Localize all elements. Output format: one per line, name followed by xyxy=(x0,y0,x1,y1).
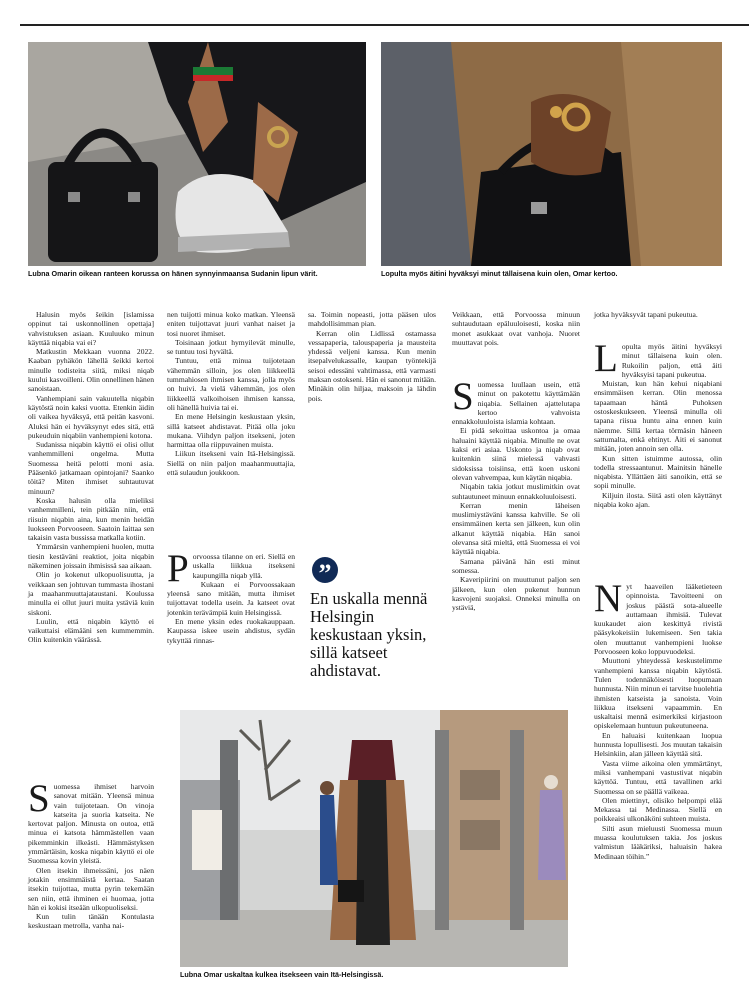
paragraph: Kaveripiirini on muuttunut paljon sen jälkeen, kun olen pukenut hunnun kasvojeni suojaksi. Onneksi minulla on ystäviä, xyxy=(452,575,580,613)
paragraph xyxy=(452,375,580,427)
paragraph: Niqabin takia jotkut muslimitkin ovat suhtautuneet minuun ennakkoluuloisesti. xyxy=(452,482,580,501)
caption-photo3: Lubna Omar uskaltaa kulkea itsekseen vain Itä-Helsingissä. xyxy=(180,970,384,979)
paragraph-text: uomessa luullaan usein, että minut on pakotettu käyttämään niqabia. Sellainen ajattelutapa kertoo vahvoista ennakkoluuloista islamia kohtaan. xyxy=(452,380,580,427)
paragraph: Kukaan ei Porvoossakaan yleensä sano mitään, mutta ihmiset tuijottavat todella usein. Ja katseet ovat jotenkin terävämpiä kuin Helsingissä. xyxy=(167,579,295,617)
paragraph: Olin jo kokenut ulkopuolisuutta, ja veikkaan sen johtuvan tummasta ihostani ja maahanmuuttajataustani. Koulussa minulla ei ollut juuri muita ystäviä kuin siskoni. xyxy=(28,570,154,617)
paragraph: Olen miettinyt, olisiko helpompi elää Mekassa tai Medinassa. Siellä en poikkeaisi ulkonäköni suhteen muista. xyxy=(594,795,722,824)
photo-shoe-tying xyxy=(28,42,366,266)
dropcap: L xyxy=(594,337,618,380)
header-rule xyxy=(20,24,749,26)
article-column-3 xyxy=(308,310,436,403)
paragraph xyxy=(594,577,722,657)
dropcap: P xyxy=(167,547,189,590)
paragraph: jotka hyväksyvät tapani pukeutua. xyxy=(594,310,698,319)
paragraph: En haluaisi kuitenkaan luopua hunnusta lopullisesti. Jos muutan takaisin Helsinkiin, alan jälleen käyttää sitä. xyxy=(594,730,722,759)
dropcap: N xyxy=(594,577,623,620)
photo-street-portrait-illustration xyxy=(180,710,568,967)
paragraph: Kerran olin Lidlissä ostamassa vessapaperia, talouspaperia ja mausteita yhdessä veljeni kanssa. Kun menin itsepalvelukassalle, kaupan työntekijä seisoi edessäni vahtimassa, että varmasti maksan ostokseni. Hän ei sanonut mitään. Minäkin olin hiljaa, maksoin ja lähdin pois. xyxy=(308,328,436,403)
paragraph: Kun tulin tänään Kontulasta keskustaan metrolla, vanha nai- xyxy=(28,912,154,931)
paragraph: Muuttoni yhteydessä keskustelimme vanhempieni kanssa niqabin käytöstä. Tulen todennäköisesti luopumaan hunnusta. Niin minun ei tarvitse huolehtia ihmisten katseista ja sanoista. Voin liikkua itsekseni vapaammin. En uskaltaisi mennä esimerkiksi kirjastoon opiskelemaan huntuun pukeutuneena. xyxy=(594,656,722,731)
paragraph: Kerran menin läheisen muslimiystäväni kanssa kahville. Se oli ensimmäinen kerta sen jälkeen, kun olin alkanut käyttää niqabia. Hän sanoi olevansa sitä mieltä, että Suomessa ei voi käyttää niqabia. xyxy=(452,500,580,557)
paragraph-text: opulta myös äitini hyväksyi minut tällaisena kuin olen. Rukoilin paljon, että äiti hyväksyisi tapani pukeutua. xyxy=(621,342,722,379)
paragraph: Muistan, kun hän kehui niqabiani ensimmäisen kerran. Olin menossa tapaamaan häntä Puhoksen ostoskeskukseen. Yleensä minulla oli tapana riisua huntu aina ennen kuin näemme. Sillä kertaa törmäsin häneen sattumalta, enkä ehtinyt. Äiti ei sanonut mitään, joten annoin sen olla. xyxy=(594,379,722,454)
photo-shoe-tying-illustration xyxy=(28,42,366,266)
paragraph-text: orvoossa tilanne on eri. Siellä en uskalla liikkua itsekseni kaupungilla niqab yllä. xyxy=(192,552,295,580)
paragraph: Vanhempiani sain vakuutella niqabin käytöstä noin kaksi vuotta. Etenkin äidin oli vaikea hyväksyä, että peitän kasvoni. Aluksi hän ei hyväksynyt edes sitä, että pukeuduin niqabiin vanhempieni kotona. xyxy=(28,393,154,440)
article-column-5-section-3 xyxy=(594,577,722,861)
article-column-2 xyxy=(167,310,295,477)
paragraph: Veikkaan, että Porvoossa minuun suhtaudutaan epäluuloisesti, koska niin monet asukkaat ovat vanhoja. Nuoret muuttavat pois. xyxy=(452,310,580,347)
paragraph: Toisinaan jotkut hymyilevät minulle, se tuntuu tosi hyvältä. xyxy=(167,337,295,357)
paragraph xyxy=(28,777,154,866)
paragraph xyxy=(167,547,295,590)
paragraph: Koska halusin olla mieliksi vanhemmilleni, tein pitkään niin, että riisuin niqabin aina, kun menin heidän luokseen Porvooseen. Saatoin laittaa sen takaisin vasta bussissa matkalla kotiin. xyxy=(28,495,154,543)
article-column-2-section-2 xyxy=(167,547,295,645)
paragraph: Silti asun mieluusti Suomessa muun muassa koulutuksen takia. Jos joskus valmistun lääkäriksi, haluaisin hakea Medinaan töihin.” xyxy=(594,823,722,861)
paragraph: Liikun itsekseni vain Itä-Helsingissä. Siellä on niin paljon maahanmuuttajia, että sulaudun joukkoon. xyxy=(167,449,295,478)
paragraph: Matkustin Mekkaan vuonna 2022. Kaaban pyhäkön lähellä šeikki kertoi minulle todisteita siitä, miksi niqab kuului kasvoilleni. Olin onnellinen hänen sanoistaan. xyxy=(28,347,154,394)
caption-photo2: Lopulta myös äitini hyväksyi minut tällaisena kuin olen, Omar kertoo. xyxy=(381,269,618,278)
caption-photo1: Lubna Omarin oikean ranteen korussa on hänen synnyinmaansa Sudanin lipun värit. xyxy=(28,269,318,278)
paragraph: Tuntuu, että minua tuijotetaan vähemmän silloin, jos olen liikkeellä tummahiosen ihmisen kanssa, jolla myös on huivi. Ja vielä vähemmän, jos olen liikkeellä valkoihoisen ihmisen kanssa, oli hänellä huivia tai ei. xyxy=(167,356,295,412)
photo-handbag-illustration xyxy=(381,42,722,266)
pull-quote: En uskalla mennä Helsingin keskustaan yksin, sillä katseet ahdistavat. xyxy=(310,589,428,680)
paragraph: Luulin, että niqabin käyttö ei vaikuttaisi elämääni sen kummemmin. Olin kuitenkin väärässä. xyxy=(28,616,154,645)
paragraph: Samana päivänä hän esti minut somessa. xyxy=(452,556,580,575)
dropcap: S xyxy=(28,777,50,820)
paragraph: Kun sitten istuimme autossa, olin todella stressaantunut. Mainitsin hänelle niqabista. Yllättäen äiti sanoikin, että se sopii minulle. xyxy=(594,453,722,491)
paragraph: En mene yksin edes ruokakauppaan. Kaupassa iskee usein ahdistus, sydän tykyttää rinnas- xyxy=(167,617,295,645)
paragraph: nen tuijotti minua koko matkan. Yleensä eniten tuijottavat juuri vanhat naiset ja tosi nuoret ihmiset. xyxy=(167,310,295,338)
photo-handbag xyxy=(381,42,722,266)
dropcap: S xyxy=(452,375,474,418)
paragraph-text: uomessa ihmiset harvoin sanovat mitään. Yleensä minua vain tuijotetaan. On vinoja katseita ja suoria katseita. Ne kertovat paljon. Minusta on outoa, että minua ei katsota hämmästellen vaan pikemminkin ilkeästi. Hämmästyksen ymmärtäisin, koska niqabin käyttö ei ole Suomessa kovin yleistä. xyxy=(28,782,154,866)
article-column-5-section-2 xyxy=(594,337,722,510)
paragraph: Ymmärsin vanhempieni huolen, mutta tiesin kestäväni reaktiot, joita niqabin näkeminen joissain ihmisissä saa aikaan. xyxy=(28,542,154,571)
paragraph-text: yt haaveilen lääketieteen opinnoista. Tavoitteeni on joskus päästä sota-alueelle auttamaan ihmisiä. Tulevat kuukaudet aion keskittyä rivistä pääsykokeisiin lukemiseen. Sen takia olen muuttanut vanhempieni luokse Porvooseen koko loppuvuodeksi. xyxy=(594,582,722,657)
article-column-1-section-2 xyxy=(28,777,154,931)
paragraph: Ei pidä sekoittaa uskontoa ja omaa haluaini käyttää niqabia. Minulle ne ovat kaksi eri asiaa. Uskonto ja niqab ovat kuitenkin siinä mielessä vahvasti sidoksissa toisiinsa, että koen uskoni olevan vahvempaa, kun käytän niqabia. xyxy=(452,426,580,482)
article-column-4-section-2 xyxy=(452,375,580,613)
paragraph: Kiljuin ilosta. Siitä asti olen käyttänyt niqabia koko ajan. xyxy=(594,490,722,510)
quote-mark-icon: ” xyxy=(312,557,338,583)
article-column-5 xyxy=(594,310,722,319)
paragraph xyxy=(594,337,722,380)
article-column-1 xyxy=(28,310,154,645)
article-column-4 xyxy=(452,310,580,347)
paragraph: sa. Toimin nopeasti, jotta pääsen ulos mahdollisimman pian. xyxy=(308,310,436,329)
paragraph: En mene Helsingin keskustaan yksin, sillä katseet ahdistavat. Pitää olla joku mukana. Viihdyn paljon itsekseni, joten harmittaa olla riippuvainen muista. xyxy=(167,412,295,450)
paragraph: Sudanissa niqabin käyttö ei olisi ollut vanhemmilleni ongelma. Mutta Suomessa heitä pelotti moni asia. Pääsenkö jatkamaan opintojani? Saanko töitä? Miten ihmiset suhtautuvat minuun? xyxy=(28,440,154,496)
paragraph: Halusin myös šeikin [islamissa oppinut tai uskonnollinen opettaja] vahvistuksen asiaan. Kuuluuko minun käyttää niqabia vai ei? xyxy=(28,310,154,347)
paragraph: Olen itsekin ihmeissäni, jos näen jotakin ensimmäistä kertaa. Saatan itsekin tuijottaa, mutta pyrin tekemään sen niin, että ihminen ei huomaa, jotta hän ei kokisi itseään ulkopuoliseksi. xyxy=(28,865,154,912)
photo-street-portrait xyxy=(180,710,568,967)
paragraph: Vasta viime aikoina olen ymmärtänyt, miksi vanhempani vastustivat niqabin käyttöä. Tuntuu, että tavallinen arki Suomessa on se päällä vaikeaa. xyxy=(594,758,722,796)
